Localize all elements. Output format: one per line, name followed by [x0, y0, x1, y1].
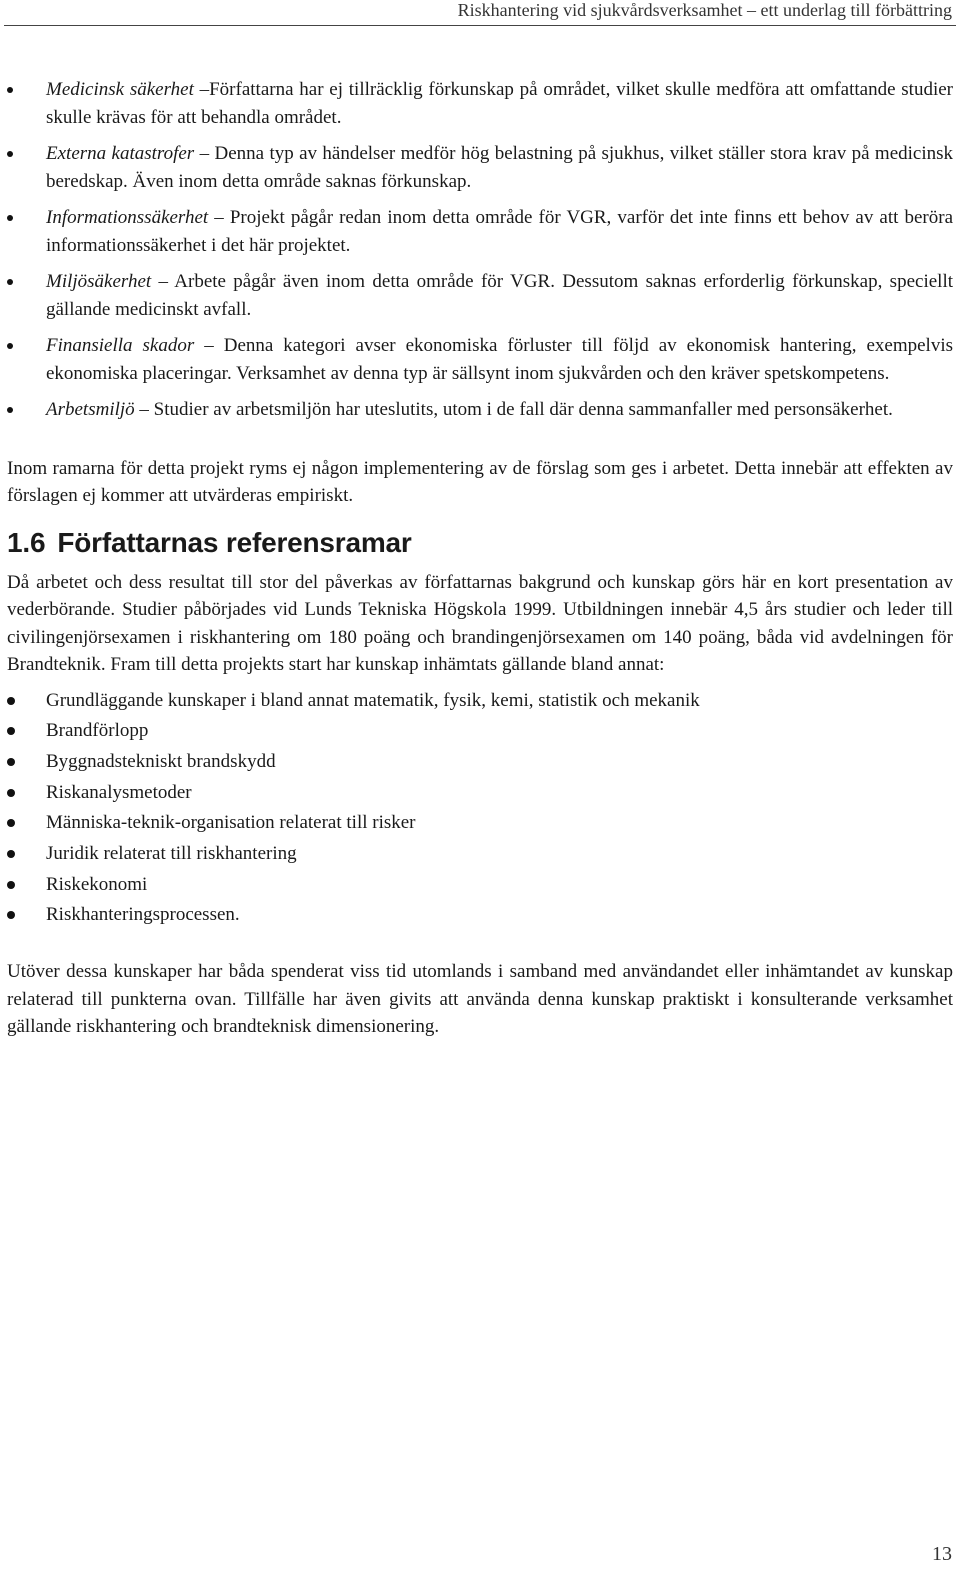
list-item-text: Grundläggande kunskaper i bland annat matematik, fysik, kemi, statistik och mekanik — [46, 689, 700, 711]
bullet-icon — [7, 819, 15, 827]
list-item — [7, 396, 953, 424]
list-item — [7, 779, 953, 807]
list-item — [7, 687, 953, 715]
list-item-term: Arbetsmiljö — [46, 399, 135, 420]
section-number: 1.6 — [7, 526, 46, 558]
bullet-icon — [7, 279, 13, 285]
list-item-text: Riskekonomi — [46, 873, 148, 895]
intro-paragraph: Då arbetet och dess resultat till stor del påverkas av författarnas bakgrund och kunskap görs här en kort presentation av vederbörande. Studier påbörjades vid Lunds Tekniska Högskola 1999. Utbildningen innebär 4,5 års studier och leder till civilingenjörsexamen i riskhantering om 180 poäng och brandingenjörsexamen om 140 poäng, båda vid avdelningen för Brandteknik. Fram till detta projekts start har kunskap inhämtats gällande bland annat: — [7, 571, 953, 675]
list-item — [7, 140, 953, 195]
list-item-term: Miljösäkerhet — [46, 271, 152, 292]
list-item — [7, 871, 953, 899]
list-item — [7, 840, 953, 868]
bullet-icon — [7, 215, 13, 221]
list-item — [7, 268, 953, 323]
excluded-areas-list — [7, 76, 953, 424]
bullet-icon — [7, 850, 15, 858]
bullet-icon — [7, 151, 13, 157]
bullet-icon — [7, 87, 13, 93]
list-item-text: Riskanalysmetoder — [46, 781, 192, 803]
section-heading — [7, 527, 953, 559]
list-item-text: Byggnadstekniskt brandskydd — [46, 750, 276, 772]
page-number: 13 — [932, 1543, 952, 1565]
bullet-icon — [7, 758, 15, 766]
bullet-icon — [7, 343, 13, 349]
bullet-icon — [7, 911, 15, 919]
list-item — [7, 809, 953, 837]
list-item-text: – Studier av arbetsmiljön har uteslutits, utom i de fall där denna sammanfaller med personsäkerhet. — [134, 399, 893, 420]
list-item-term: Externa katastrofer — [46, 143, 195, 164]
list-item — [7, 204, 953, 259]
scope-paragraph: Inom ramarna för detta projekt ryms ej någon implementering av de förslag som ges i arbetet. Detta innebär att effekten av förslagen ej kommer att utvärderas empiriskt. — [7, 457, 953, 506]
bullet-icon — [7, 697, 15, 705]
list-item-text: Människa-teknik-organisation relaterat till risker — [46, 812, 416, 834]
list-item-text: – Denna typ av händelser medför hög belastning på sjukhus, vilket ställer stora krav på medicinsk beredskap. Även inom detta område saknas förkunskap. — [46, 143, 954, 192]
list-item-text: – Denna kategori avser ekonomiska förluster till följd av ekonomisk hantering, exempelvis ekonomiska placeringar. Verksamhet av denna typ är sällsynt inom sjukvården och den kräver spetskompetens. — [46, 335, 953, 384]
list-item-text: – Arbete pågår även inom detta område för VGR. Dessutom saknas erforderlig förkunskap, speciellt gällande medicinskt avfall. — [46, 271, 953, 320]
list-item-text: Juridik relaterat till riskhantering — [46, 842, 297, 864]
bullet-icon — [7, 881, 15, 889]
list-item-text: – Projekt pågår redan inom detta område för VGR, varför det inte finns ett behov av att beröra informationssäkerhet i det här projektet. — [46, 207, 953, 256]
list-item — [7, 717, 953, 745]
header-divider — [4, 25, 956, 26]
section-title: Författarnas referensramar — [57, 526, 412, 558]
list-item — [7, 332, 953, 387]
bullet-icon — [7, 727, 15, 735]
list-item-term: Finansiella skador — [46, 335, 195, 356]
list-item-text: Riskhanteringsprocessen. — [46, 904, 240, 926]
knowledge-list — [7, 687, 953, 929]
bullet-icon — [7, 407, 13, 413]
list-item — [7, 748, 953, 776]
list-item-text: Brandförlopp — [46, 720, 149, 742]
closing-paragraph: Utöver dessa kunskaper har båda spenderat viss tid utomlands i samband med användandet eller inhämtandet av kunskap relaterad till punkterna ovan. Tillfälle har även givits att använda denna kunskap praktiskt i konsulterande verksamhet gällande riskhantering och brandteknisk dimensionering. — [7, 961, 953, 1037]
bullet-icon — [7, 789, 15, 797]
list-item-term: Informationssäkerhet — [46, 207, 209, 228]
list-item-term: Medicinsk säkerhet — [46, 79, 194, 100]
list-item — [7, 76, 953, 131]
page-body — [7, 76, 953, 1041]
list-item — [7, 901, 953, 929]
running-header: Riskhantering vid sjukvårdsverksamhet – ett underlag till förbättring — [457, 0, 952, 20]
list-item-text: –Författarna har ej tillräcklig förkunskap på området, vilket skulle medföra att omfattande studier skulle krävas för att behandla området. — [46, 79, 953, 128]
